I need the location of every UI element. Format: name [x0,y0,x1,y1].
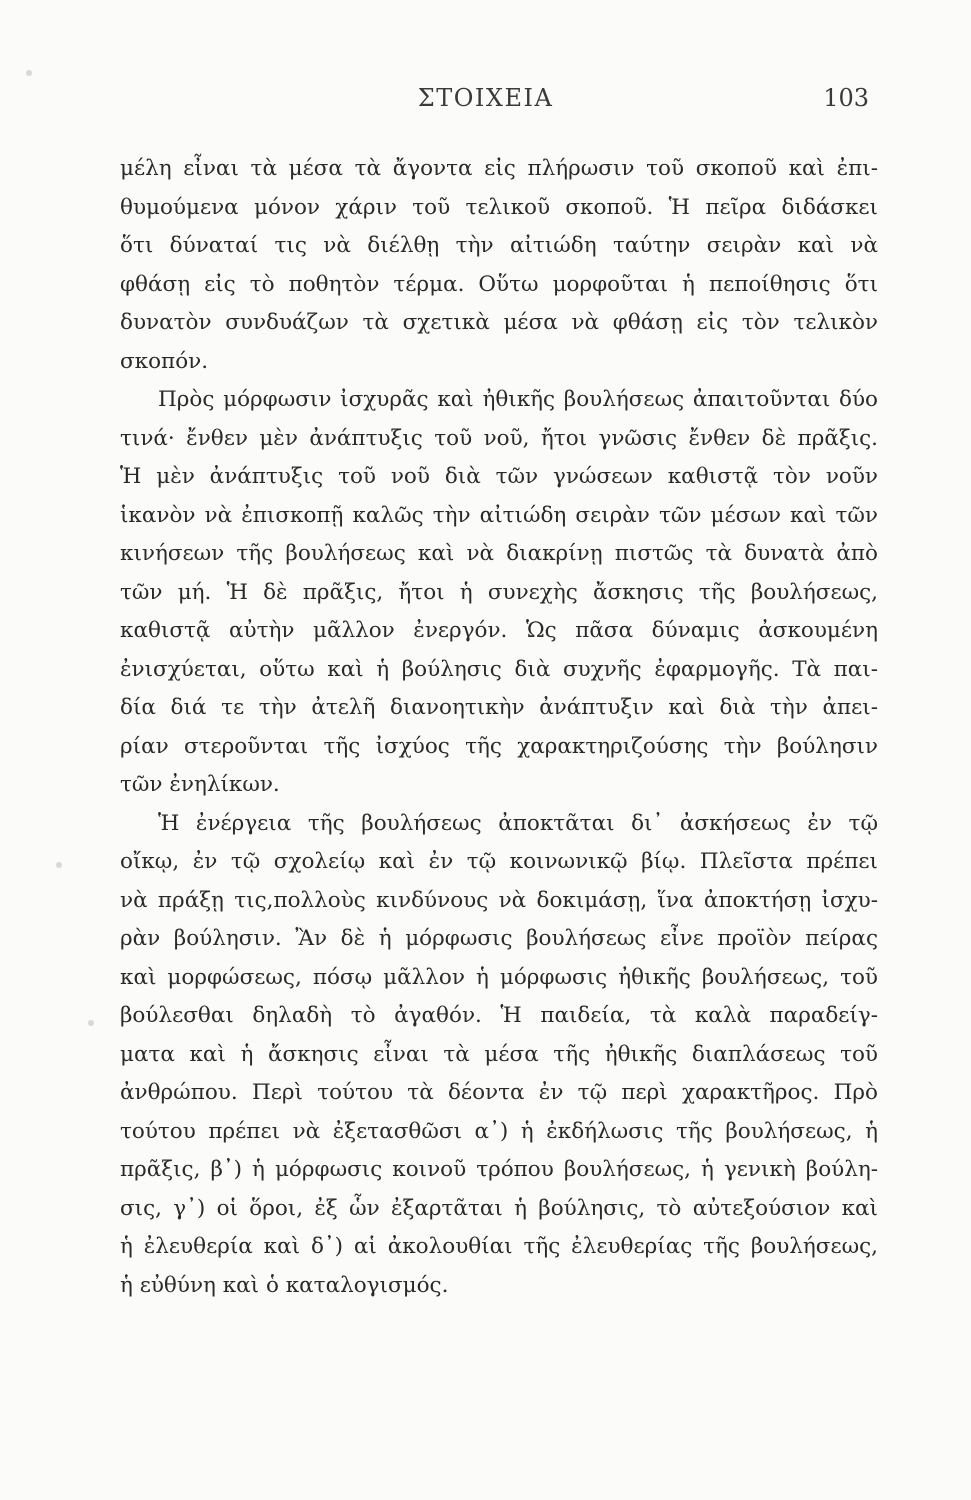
text-line: φθάσῃ εἰς τὸ ποθητὸν τέρμα. Οὕτω μορφοῦται ἡ πεποίθησις ὅτι [120,271,878,297]
body-text [120,150,878,1305]
text-line: ματα καὶ ἡ ἄσκησις εἶναι τὰ μέσα τῆς ἠθικῆς διαπλάσεως τοῦ [120,1041,878,1067]
text-line: δία διά τε τὴν ἀτελῆ διανοητικὴν ἀνάπτυξιν καὶ διὰ τὴν ἀπει- [120,695,878,720]
text-line: οἴκῳ, ἐν τῷ σχολείῳ καὶ ἐν τῷ κοινωνικῷ βίῳ. Πλεῖστα πρέπει [120,849,878,874]
text-line: Ἡ μὲν ἀνάπτυξις τοῦ νοῦ διὰ τῶν γνώσεων καθιστᾷ τὸν νοῦν [120,464,878,489]
text-line: ἱκανὸν νὰ ἐπισκοπῇ καλῶς τὴν αἰτιώδη σειρὰν τῶν μέσων καὶ τῶν [120,502,878,528]
text-line: πρᾶξις, β᾽) ἡ μόρφωσις κοινοῦ τρόπου βουλήσεως, ἡ γενικὴ βούλη- [120,1157,878,1182]
running-title: ΣΤΟΙΧΕΙΑ [417,84,554,112]
text-line: τούτου πρέπει νὰ ἐξετασθῶσι α᾽) ἡ ἐκδήλωσις τῆς βουλήσεως, ἡ [120,1118,878,1144]
text-line: θυμούμενα μόνον χάριν τοῦ τελικοῦ σκοποῦ. Ἡ πεῖρα διδάσκει [120,194,878,220]
text-line: ὅτι δύναταί τις νὰ διέλθῃ τὴν αἰτιώδη ταύτην σειρὰν καὶ νὰ [120,233,878,258]
text-line: ἐνισχύεται, οὕτω καὶ ἡ βούλησις διὰ συχνῆς ἐφαρμογῆς. Τὰ παι- [120,656,878,682]
text-line: βούλεσθαι δηλαδὴ τὸ ἀγαθόν. Ἡ παιδεία, τὰ καλὰ παραδείγ- [120,1003,878,1028]
text-line: κινήσεων τῆς βουλήσεως καὶ νὰ διακρίνῃ πιστῶς τὰ δυνατὰ ἀπὸ [120,541,878,566]
margin-speck [88,1020,94,1026]
text-line: τῶν ἐνηλίκων. [120,772,280,797]
text-line: σις, γ᾽) οἱ ὅροι, ἐξ ὧν ἐξαρτᾶται ἡ βούλησις, τὸ αὐτεξούσιον καὶ [120,1195,878,1221]
text-line: ἀνθρώπου. Περὶ τούτου τὰ δέοντα ἐν τῷ περὶ χαρακτῆρος. Πρὸ [120,1080,878,1105]
text-line: καὶ μορφώσεως, πόσῳ μᾶλλον ἡ μόρφωσις ἠθικῆς βουλήσεως, τοῦ [120,964,878,990]
text-line: τινά· ἔνθεν μὲν ἀνάπτυξις τοῦ νοῦ, ἤτοι γνῶσις ἔνθεν δὲ πρᾶξις. [120,425,878,451]
text-line: Πρὸς μόρφωσιν ἰσχυρᾶς καὶ ἠθικῆς βουλήσεως ἀπαιτοῦνται δύο [158,387,878,412]
margin-speck [26,70,32,76]
text-line: ἡ ἐλευθερία καὶ δ᾽) αἱ ἀκολουθίαι τῆς ἐλευθερίας τῆς βουλήσεως, [120,1234,878,1259]
text-line: ρίαν στεροῦνται τῆς ἰσχύος τῆς χαρακτηριζούσης τὴν βούλησιν [120,733,878,759]
text-line: δυνατὸν συνδυάζων τὰ σχετικὰ μέσα νὰ φθάσῃ εἰς τὸν τελικὸν [120,310,878,335]
text-line: τῶν μή. Ἡ δὲ πρᾶξις, ἤτοι ἡ συνεχὴς ἄσκησις τῆς βουλήσεως, [120,579,878,605]
text-line: σκοπόν. [120,348,209,374]
text-line: νὰ πράξῃ τις,πολλοὺς κινδύνους νὰ δοκιμάσῃ, ἵνα ἀποκτήσῃ ἰσχυ- [120,887,878,913]
page-number: 103 [823,84,869,112]
text-line: Ἡ ἐνέργεια τῆς βουλήσεως ἀποκτᾶται δι᾽ ἀσκήσεως ἐν τῷ [158,810,878,836]
text-line: καθιστᾷ αὐτὴν μᾶλλον ἐνεργόν. Ὡς πᾶσα δύναμις ἀσκουμένη [120,618,878,643]
text-line: μέλη εἶναι τὰ μέσα τὰ ἄγοντα εἰς πλήρωσιν τοῦ σκοποῦ καὶ ἐπι- [120,156,878,181]
text-line: ἡ εὐθύνη καὶ ὁ καταλογισμός. [120,1272,449,1298]
text-line: ρὰν βούλησιν. Ἂν δὲ ἡ μόρφωσις βουλήσεως εἶνε προϊὸν πείρας [120,926,878,951]
page-header [0,84,971,124]
margin-speck [56,862,62,868]
